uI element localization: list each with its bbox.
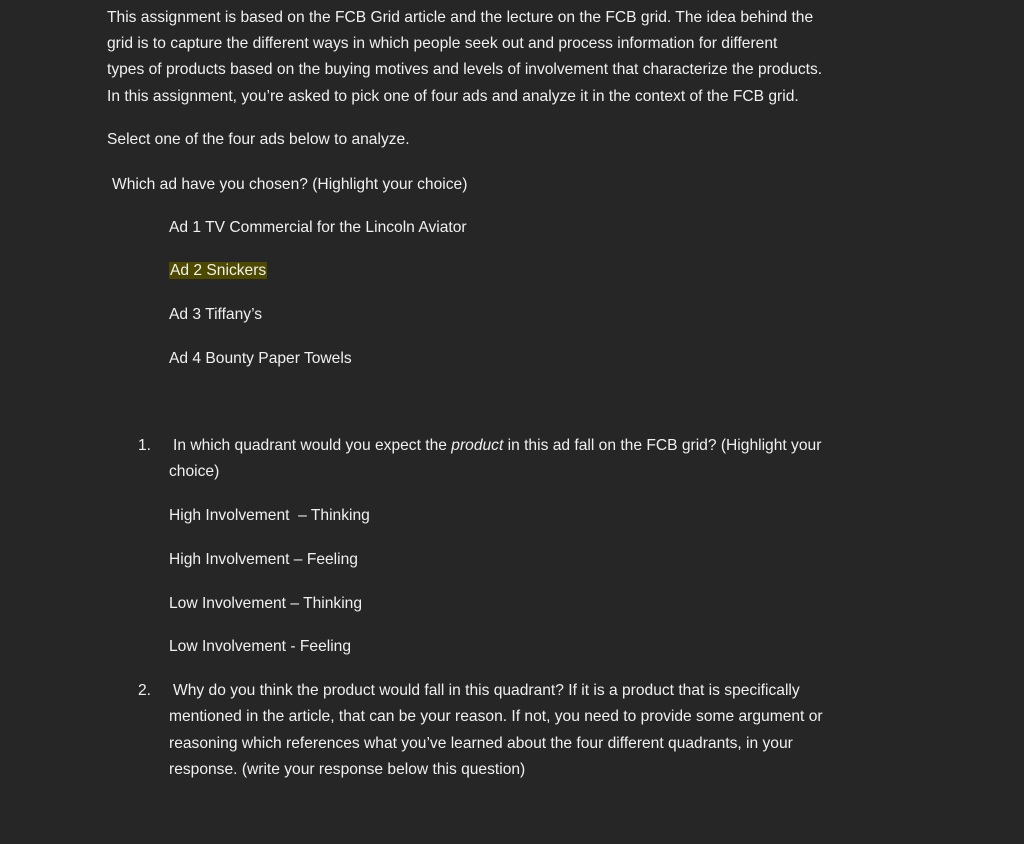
q1-number: 1.: [138, 437, 152, 454]
intro-line: This assignment is based on the FCB Grid article and the lecture on the FCB grid. The idea behind the: [107, 9, 814, 26]
which-ad-question: Which ad have you chosen? (Highlight your choice): [112, 176, 468, 193]
ad-option-4[interactable]: Ad 4 Bounty Paper Towels: [169, 350, 352, 367]
q1-text-part: in this ad fall on the FCB grid? (Highlight your: [503, 437, 822, 454]
quadrant-option-2[interactable]: High Involvement – Feeling: [169, 551, 358, 568]
q1-text: [173, 436, 821, 456]
intro-line: types of products based on the buying motives and levels of involvement that characterize the products.: [107, 61, 823, 78]
q2-line: reasoning which references what you’ve learned about the four different quadrants, in your: [169, 735, 793, 752]
q2-line: mentioned in the article, that can be your reason. If not, you need to provide some argument or: [169, 708, 823, 725]
intro-line: grid is to capture the different ways in which people seek out and process information for different: [107, 35, 778, 52]
q1-emphasis: product: [451, 437, 504, 454]
intro-line: In this assignment, you’re asked to pick one of four ads and analyze it in the context of the FCB grid.: [107, 88, 799, 105]
q1-text-part: In which quadrant would you expect the: [173, 437, 452, 454]
quadrant-option-4[interactable]: Low Involvement - Feeling: [169, 638, 352, 655]
q2-line: response. (write your response below this question): [169, 761, 526, 778]
ad-option-2-highlighted[interactable]: Ad 2 Snickers: [170, 262, 267, 279]
select-instruction: Select one of the four ads below to analyze.: [107, 131, 410, 148]
q2-number: 2.: [138, 682, 152, 699]
quadrant-option-1[interactable]: High Involvement – Thinking: [169, 507, 370, 524]
q1-text-line2: choice): [169, 463, 220, 480]
quadrant-option-3[interactable]: Low Involvement – Thinking: [169, 595, 363, 612]
ad-option-3[interactable]: Ad 3 Tiffany’s: [169, 306, 263, 323]
q2-line: Why do you think the product would fall in this quadrant? If it is a product that is specifically: [173, 682, 800, 699]
ad-option-1[interactable]: Ad 1 TV Commercial for the Lincoln Aviator: [169, 219, 467, 236]
